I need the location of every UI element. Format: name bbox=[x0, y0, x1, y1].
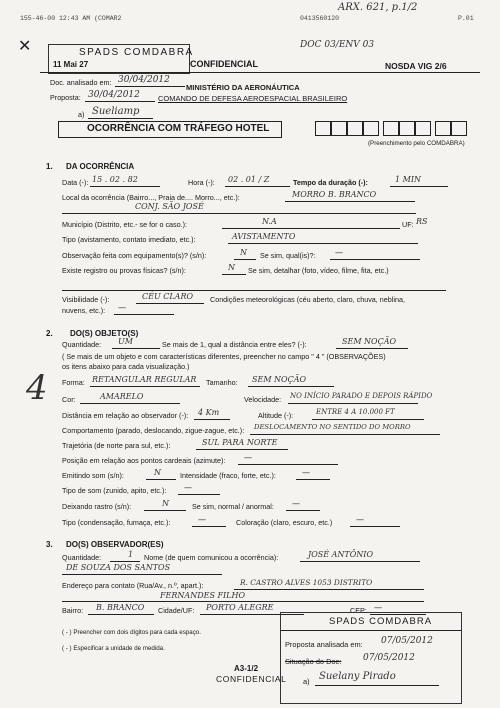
code-cell bbox=[331, 121, 347, 136]
forma-label: Forma: bbox=[62, 378, 85, 387]
signature-line bbox=[88, 118, 153, 119]
reg-detail-label: Se sim, detalhar (foto, vídeo, filme, fita, etc.) bbox=[248, 266, 389, 275]
field-line bbox=[238, 464, 338, 465]
rastro-sim-label: Se sim, normal / anormal: bbox=[192, 502, 274, 511]
pos-value: — bbox=[244, 453, 252, 462]
tiposom-label: Tipo de som (zunido, apito, etc.): bbox=[62, 486, 167, 495]
footnote-2: ( - ) Especificar a unidade de medida. bbox=[62, 645, 165, 652]
field-line bbox=[250, 434, 440, 435]
distobs-value: 4 Km bbox=[198, 408, 220, 417]
stamp-top-org: SPADS COMDABRA bbox=[79, 47, 194, 58]
signature-label: a) bbox=[78, 110, 85, 119]
obs-label: Observação feita com equipamento(s)? (s/n): bbox=[62, 251, 207, 260]
vis-label: Visibilidade (-): bbox=[62, 295, 110, 304]
proposta-line bbox=[85, 101, 155, 102]
dist-value: SEM NOÇÃO bbox=[342, 337, 397, 346]
cond-label: Condições meteorológicas (céu aberto, claro, chuva, neblina, bbox=[210, 295, 405, 304]
cond-label-2: nuvens, etc.): bbox=[62, 306, 106, 315]
data-label: Data (-): bbox=[62, 178, 89, 187]
archive-ref: ARX. 621, p.1/2 bbox=[338, 2, 418, 13]
end-value-2: FERNANDES FILHO bbox=[160, 591, 246, 600]
field-line bbox=[350, 526, 400, 527]
doc-analisado-line bbox=[115, 86, 185, 87]
field-line bbox=[62, 574, 222, 575]
section1-number: 1. bbox=[46, 162, 53, 171]
proposta-value: 30/04/2012 bbox=[88, 90, 140, 100]
alt-value: ENTRE 4 A 10.000 FT bbox=[316, 408, 395, 416]
rastro-sim-value: — bbox=[292, 499, 300, 508]
section3-title: DO(S) OBSERVADOR(ES) bbox=[66, 540, 164, 549]
tiporastro-value: — bbox=[198, 515, 206, 524]
title-box bbox=[58, 121, 282, 138]
stamp-proposta-value: 07/05/2012 bbox=[381, 636, 433, 646]
tipo-value: AVISTAMENTO bbox=[232, 232, 296, 241]
field-line bbox=[390, 186, 448, 187]
som-label: Emitindo som (s/n): bbox=[62, 471, 124, 480]
code-cell bbox=[347, 121, 363, 136]
bairro-value: B. BRANCO bbox=[96, 603, 145, 612]
proposta-label: Proposta: bbox=[50, 93, 81, 102]
field-line bbox=[222, 228, 400, 229]
field-line bbox=[62, 290, 446, 291]
corner-cross-mark: ✕ bbox=[18, 36, 32, 55]
code-cell bbox=[415, 121, 431, 136]
stamp-bottom-org: SPADS COMDABRA bbox=[329, 616, 433, 627]
cidade-label: Cidade/UF: bbox=[158, 606, 195, 615]
confidencial-label: CONFIDENCIAL bbox=[190, 59, 258, 69]
fax-page: P.01 bbox=[458, 15, 474, 22]
cep-label: CEP: bbox=[350, 606, 367, 615]
cep-value: — bbox=[374, 603, 382, 612]
code-cell bbox=[435, 121, 451, 136]
uf-label: UF: bbox=[402, 220, 414, 229]
intens-value: — bbox=[302, 468, 310, 477]
header-rule bbox=[40, 72, 480, 73]
coloracao-label: Coloração (claro, escuro, etc.) bbox=[236, 518, 333, 527]
field-line bbox=[62, 601, 424, 602]
ministry-label: MINISTÉRIO DA AERONÁUTICA bbox=[186, 83, 300, 92]
code-cell bbox=[383, 121, 399, 136]
cidade-value: PORTO ALEGRE bbox=[206, 603, 274, 612]
section3-number: 3. bbox=[46, 540, 53, 549]
tipo-label: Tipo (avistamento, contato imediato, etc.): bbox=[62, 235, 196, 244]
obs-quant-label: Quantidade: bbox=[62, 553, 102, 562]
field-line bbox=[285, 201, 415, 202]
field-line bbox=[300, 561, 420, 562]
som-value: N bbox=[154, 468, 161, 477]
fax-header-left: 155-46-00 12:43 AM (COMAR2 bbox=[20, 15, 122, 22]
field-line bbox=[112, 348, 160, 349]
field-line bbox=[336, 348, 408, 349]
data-value: 15 . 02 . 82 bbox=[92, 175, 138, 184]
field-line bbox=[225, 186, 290, 187]
comport-label: Comportamento (parado, deslocando, zigue-zague, etc.): bbox=[62, 426, 245, 435]
stamp-proposta-label: Proposta analisada em: bbox=[285, 640, 363, 649]
hora-value: 02 . 01 / Z bbox=[228, 175, 270, 184]
archive-doc: DOC 03/ENV 03 bbox=[300, 40, 375, 50]
obs-qual-label: Se sim, qual(is)?: bbox=[260, 251, 316, 260]
section2-number: 2. bbox=[46, 329, 53, 338]
form-title: OCORRÊNCIA COM TRÁFEGO HOTEL bbox=[87, 123, 270, 134]
field-line bbox=[114, 314, 174, 315]
field-line bbox=[330, 259, 420, 260]
traj-label: Trajetória (de norte para sul, etc.): bbox=[62, 441, 171, 450]
doc-analisado-label: Doc. analisado em: bbox=[50, 78, 112, 87]
traj-value: SUL PARA NORTE bbox=[202, 438, 278, 447]
code-cell bbox=[315, 121, 331, 136]
signature-scribble: Sueliamp bbox=[92, 106, 140, 117]
stamp-sig-value: Suelany Pirado bbox=[319, 671, 396, 682]
obs-qual-value: — bbox=[335, 248, 343, 257]
veloc-value: NO INÍCIO PARADO E DEPOIS RÁPIDO bbox=[290, 392, 433, 400]
doc-analisado-value: 30/04/2012 bbox=[118, 75, 170, 85]
stamp-bottom bbox=[280, 612, 462, 704]
note-1: ( Se mais de um objeto e com características diferentes, preencher no campo " 4 " (OBSERVAÇÕES) bbox=[62, 352, 386, 361]
reg-value: N bbox=[228, 263, 235, 272]
field-line bbox=[296, 479, 330, 480]
duracao-value: 1 MIN bbox=[395, 175, 421, 184]
nosda-label: NOSDA VIG 2/6 bbox=[385, 61, 447, 71]
quant-label: Quantidade: bbox=[62, 340, 102, 349]
code-cells bbox=[315, 121, 475, 137]
footnote-1: ( - ) Preencher com dois dígitos para cada espaço. bbox=[62, 629, 201, 636]
nome-value-2: DE SOUZA DOS SANTOS bbox=[66, 563, 171, 572]
coloracao-value: — bbox=[356, 515, 364, 524]
comport-value: DESLOCAMENTO NO SENTIDO DO MORRO bbox=[254, 423, 411, 431]
nome-value: JOSÉ ANTÔNIO bbox=[308, 550, 374, 559]
footer-code: A3-1/2 bbox=[234, 664, 259, 673]
forma-value: RETANGULAR REGULAR bbox=[92, 375, 197, 384]
rastro-value: N bbox=[162, 499, 169, 508]
reg-label: Existe registro ou provas físicas? (s/n): bbox=[62, 266, 186, 275]
field-line bbox=[196, 449, 288, 450]
cor-label: Cor: bbox=[62, 395, 76, 404]
dist-label: Se mais de 1, qual a distância entre eles? (-): bbox=[162, 340, 307, 349]
end-value: R. CASTRO ALVES 1053 DISTRITO bbox=[240, 578, 373, 587]
field-line bbox=[194, 419, 230, 420]
fax-number: 0413560120 bbox=[300, 15, 340, 22]
tiporastro-label: Tipo (condensação, fumaça, etc.): bbox=[62, 518, 171, 527]
rastro-label: Deixando rastro (s/n): bbox=[62, 502, 132, 511]
field-line bbox=[234, 589, 424, 590]
obs-quant-value: 1 bbox=[128, 550, 134, 559]
stamp-top-date: 11 Mai 27 bbox=[53, 60, 89, 69]
footer-confidencial: CONFIDENCIAL bbox=[216, 674, 287, 684]
field-line bbox=[312, 419, 424, 420]
field-line bbox=[110, 561, 140, 562]
pos-label: Posição em relação aos pontos cardeais (azimute): bbox=[62, 456, 226, 465]
cond-value: — bbox=[118, 303, 126, 312]
stamp-top bbox=[48, 44, 194, 74]
bairro-label: Bairro: bbox=[62, 606, 84, 615]
tamanho-label: Tamanho: bbox=[206, 378, 238, 387]
field-line bbox=[136, 303, 204, 304]
field-line bbox=[286, 510, 320, 511]
distobs-label: Distância em relação ao observador (-): bbox=[62, 411, 189, 420]
note-2: os itens abaixo para cada visualização.) bbox=[62, 362, 190, 371]
field-line bbox=[222, 274, 246, 275]
vis-value: CÉU CLARO bbox=[142, 292, 194, 301]
field-line bbox=[90, 386, 200, 387]
field-line bbox=[62, 213, 416, 214]
municipio-label: Município (Distrito, etc.- se for o caso.): bbox=[62, 220, 188, 229]
hora-label: Hora (-): bbox=[188, 178, 215, 187]
stamp-situacao-value: 07/05/2012 bbox=[363, 653, 415, 663]
stamp-situacao-label: Situação do Doc: bbox=[285, 657, 342, 666]
cor-value: AMARELO bbox=[100, 392, 144, 401]
margin-mark: 4 bbox=[26, 368, 48, 408]
uf-value: RS bbox=[416, 217, 428, 226]
field-line bbox=[144, 510, 186, 511]
stamp-sig-label: a) bbox=[303, 677, 310, 686]
field-line bbox=[248, 386, 334, 387]
alt-label: Altitude (-): bbox=[258, 411, 294, 420]
field-line bbox=[192, 526, 226, 527]
local-value: MORRO B. BRANCO bbox=[292, 190, 377, 199]
field-line bbox=[288, 403, 418, 404]
field-line bbox=[80, 403, 180, 404]
stamp-bottom-rule bbox=[281, 630, 461, 631]
tiposom-value: — bbox=[184, 483, 192, 492]
duracao-label: Tempo da duração (-): bbox=[293, 178, 368, 187]
obs-value: N bbox=[240, 248, 247, 257]
code-cell bbox=[399, 121, 415, 136]
field-line bbox=[88, 614, 154, 615]
end-label: Endereço para contato (Rua/Av., n.º, apart.): bbox=[62, 581, 204, 590]
nome-label: Nome (de quem comunicou a ocorrência): bbox=[144, 553, 279, 562]
field-line bbox=[146, 479, 176, 480]
code-cell bbox=[451, 121, 467, 136]
stamp-sig-line bbox=[315, 685, 439, 686]
intens-label: Intensidade (fraco, forte, etc.): bbox=[180, 471, 276, 480]
preenchimento-note: (Preenchimento pelo COMDABRA) bbox=[368, 140, 465, 147]
field-line bbox=[228, 243, 418, 244]
tamanho-value: SEM NOÇÃO bbox=[252, 375, 307, 384]
veloc-label: Velocidade: bbox=[244, 395, 282, 404]
local-label: Local da ocorrência (Bairro..., Praia de.... Morro..., etc.): bbox=[62, 193, 240, 202]
field-line bbox=[234, 259, 256, 260]
municipio-value: N.A bbox=[262, 217, 277, 226]
section1-title: DA OCORRÊNCIA bbox=[66, 162, 135, 171]
command-label: COMANDO DE DEFESA AEROESPACIAL BRASILEIRO bbox=[158, 94, 348, 103]
code-cell bbox=[363, 121, 379, 136]
local-value-2: CONJ. SÃO JOSÉ bbox=[135, 202, 204, 211]
quant-value: UM bbox=[118, 337, 133, 346]
section2-title: DO(S) OBJETO(S) bbox=[70, 329, 139, 338]
field-line bbox=[178, 494, 220, 495]
field-line bbox=[90, 186, 160, 187]
